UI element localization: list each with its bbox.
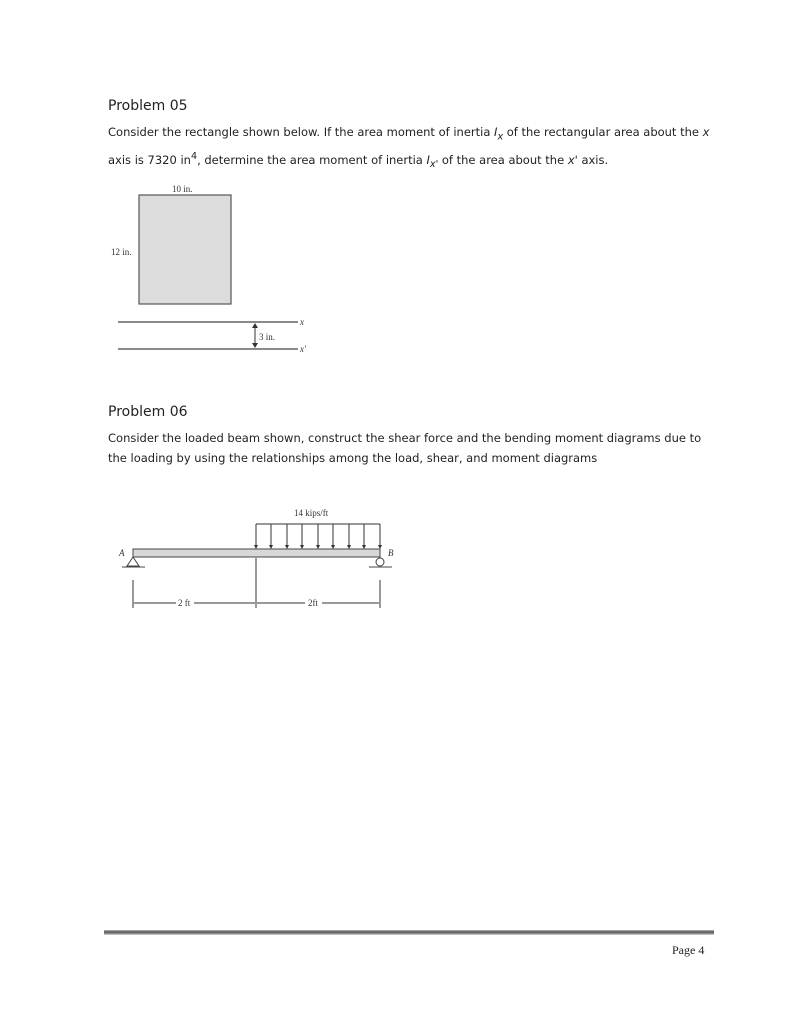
page-number: Page 4 xyxy=(672,943,705,957)
offset-label: 3 in. xyxy=(259,332,276,342)
distributed-load-arrows xyxy=(256,524,380,548)
problem-06-line-2: the loading by using the relationships among the load, shear, and moment diagrams xyxy=(108,451,598,465)
support-a-label: A xyxy=(119,548,125,558)
span-1-label: 2 ft xyxy=(178,598,191,608)
span-2-label: 2ft xyxy=(308,598,318,608)
problem-05-line-1: Consider the rectangle shown below. If the area moment of inertia $I_x$ of the rectangular area about the x xyxy=(108,125,710,143)
roller-support-icon xyxy=(376,558,384,566)
footer-rule xyxy=(104,930,714,935)
x-prime-axis-label: x' xyxy=(300,344,306,354)
width-label: 10 in. xyxy=(172,184,193,194)
height-label: 12 in. xyxy=(111,247,132,257)
arrowhead-icons xyxy=(254,545,382,549)
pin-support-icon xyxy=(127,557,139,566)
x-axis-label: x xyxy=(300,317,304,327)
support-b-label: B xyxy=(388,548,394,558)
problem-06-line-1: Consider the loaded beam shown, construct the shear force and the bending moment diagrams due to xyxy=(108,431,702,445)
beam xyxy=(133,549,380,557)
problem-05-title: Problem 05 xyxy=(108,98,188,114)
problem-06-title: Problem 06 xyxy=(108,404,188,420)
load-label: 14 kips/ft xyxy=(294,508,329,518)
problem-05-line-2: axis is 7320 $in^4$, determine the area moment of inertia $I_{x'}$ of the area about the x' axis. xyxy=(108,151,609,171)
